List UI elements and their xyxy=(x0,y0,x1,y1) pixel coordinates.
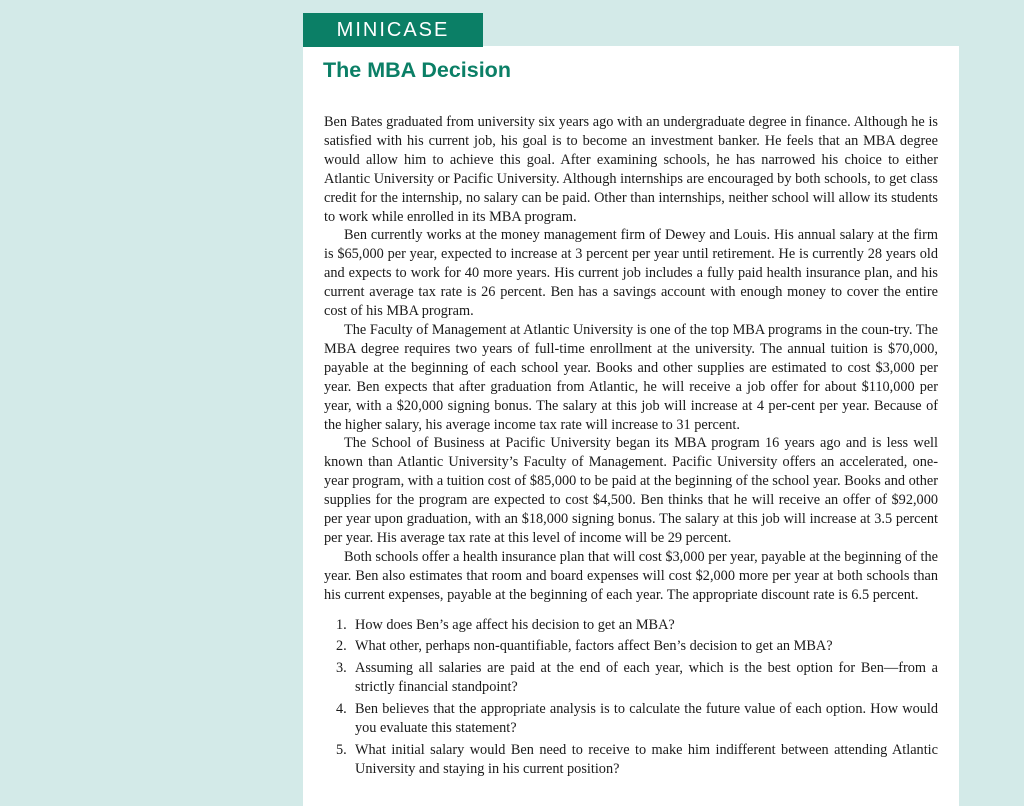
question-text: How does Ben’s age affect his decision to get an MBA? xyxy=(355,616,675,633)
page-title: The MBA Decision xyxy=(323,58,511,82)
paragraph-intro: Ben Bates graduated from university six years ago with an undergraduate degree in finance. Although he is satisfied with his current job, his goal is to become an investment banker. He feels that an MBA degree would allow him to achieve this goal. After examining schools, he has narrowed his choice to either Atlantic University or Pacific University. Although internships are encouraged by both schools, to get class credit for the internship, no salary can be paid. Other than internships, neither school will allow its students to work while enrolled in its MBA program. xyxy=(324,114,938,225)
paragraph-common-costs: Both schools offer a health insurance plan that will cost $3,000 per year, payable at the beginning of the year. Ben also estimates that room and board expenses will cost $2,000 more per year at both schools than his current expenses, payable at the beginning of each year. The appropriate discount rate is 6.5 percent. xyxy=(324,548,938,603)
question-text: Assuming all salaries are paid at the end of each year, which is the best option for Ben—from a strictly financial standpoint? xyxy=(355,660,938,696)
question-list xyxy=(324,616,938,779)
question-number: 1. xyxy=(336,616,347,633)
question-text: What initial salary would Ben need to receive to make him indifferent between attending Atlantic University and staying in his current position? xyxy=(355,742,938,777)
question-number: 2. xyxy=(336,638,347,655)
question-item xyxy=(324,616,938,635)
paragraph-current-job: Ben currently works at the money management firm of Dewey and Louis. His annual salary at the firm is $65,000 per year, expected to increase at 3 percent per year until retirement. He is currently 28 years old and expects to work for 40 more years. His current job includes a fully paid health insurance plan, and his current average tax rate is 26 percent. Ben has a savings account with enough money to cover the entire cost of his MBA program. xyxy=(324,227,938,320)
question-item xyxy=(324,659,938,697)
paragraph-atlantic: The Faculty of Management at Atlantic University is one of the top MBA programs in the coun-try. The MBA degree requires two years of full-time enrollment at the university. The annual tuition is $70,000, payable at the beginning of each school year. Books and other supplies are estimated to cost $3,000 per year. Ben expects that after graduation from Atlantic, he will receive a job offer for about $110,000 per year, with a $20,000 signing bonus. The salary at this job will increase at 4 per-cent per year. Because of the higher salary, his average income tax rate will increase to 31 percent. xyxy=(324,321,938,433)
question-item xyxy=(324,637,938,656)
case-body xyxy=(324,113,938,782)
question-item xyxy=(324,741,938,779)
question-text: Ben believes that the appropriate analysis is to calculate the future value of each option. How would you evaluate this statement? xyxy=(355,701,938,737)
question-item xyxy=(324,700,938,738)
paragraph-pacific: The School of Business at Pacific University began its MBA program 16 years ago and is less well known than Atlantic University’s Faculty of Management. Pacific University offers an accelerated, one-year program, with a tuition cost of $85,000 to be paid at the beginning of the school year. Books and other supplies for the program are expected to cost $4,500. Ben thinks that he will receive an offer of $92,000 per year upon graduation, with an $18,000 signing bonus. The salary at this job will increase at 3.5 percent per year. His average tax rate at this level of income will be 29 percent. xyxy=(324,435,938,546)
question-number: 5. xyxy=(336,742,347,758)
question-number: 4. xyxy=(336,701,347,718)
question-number: 3. xyxy=(336,660,347,677)
question-text: What other, perhaps non-quantifiable, factors affect Ben’s decision to get an MBA? xyxy=(355,638,833,655)
minicase-tab: MINICASE xyxy=(303,13,483,47)
